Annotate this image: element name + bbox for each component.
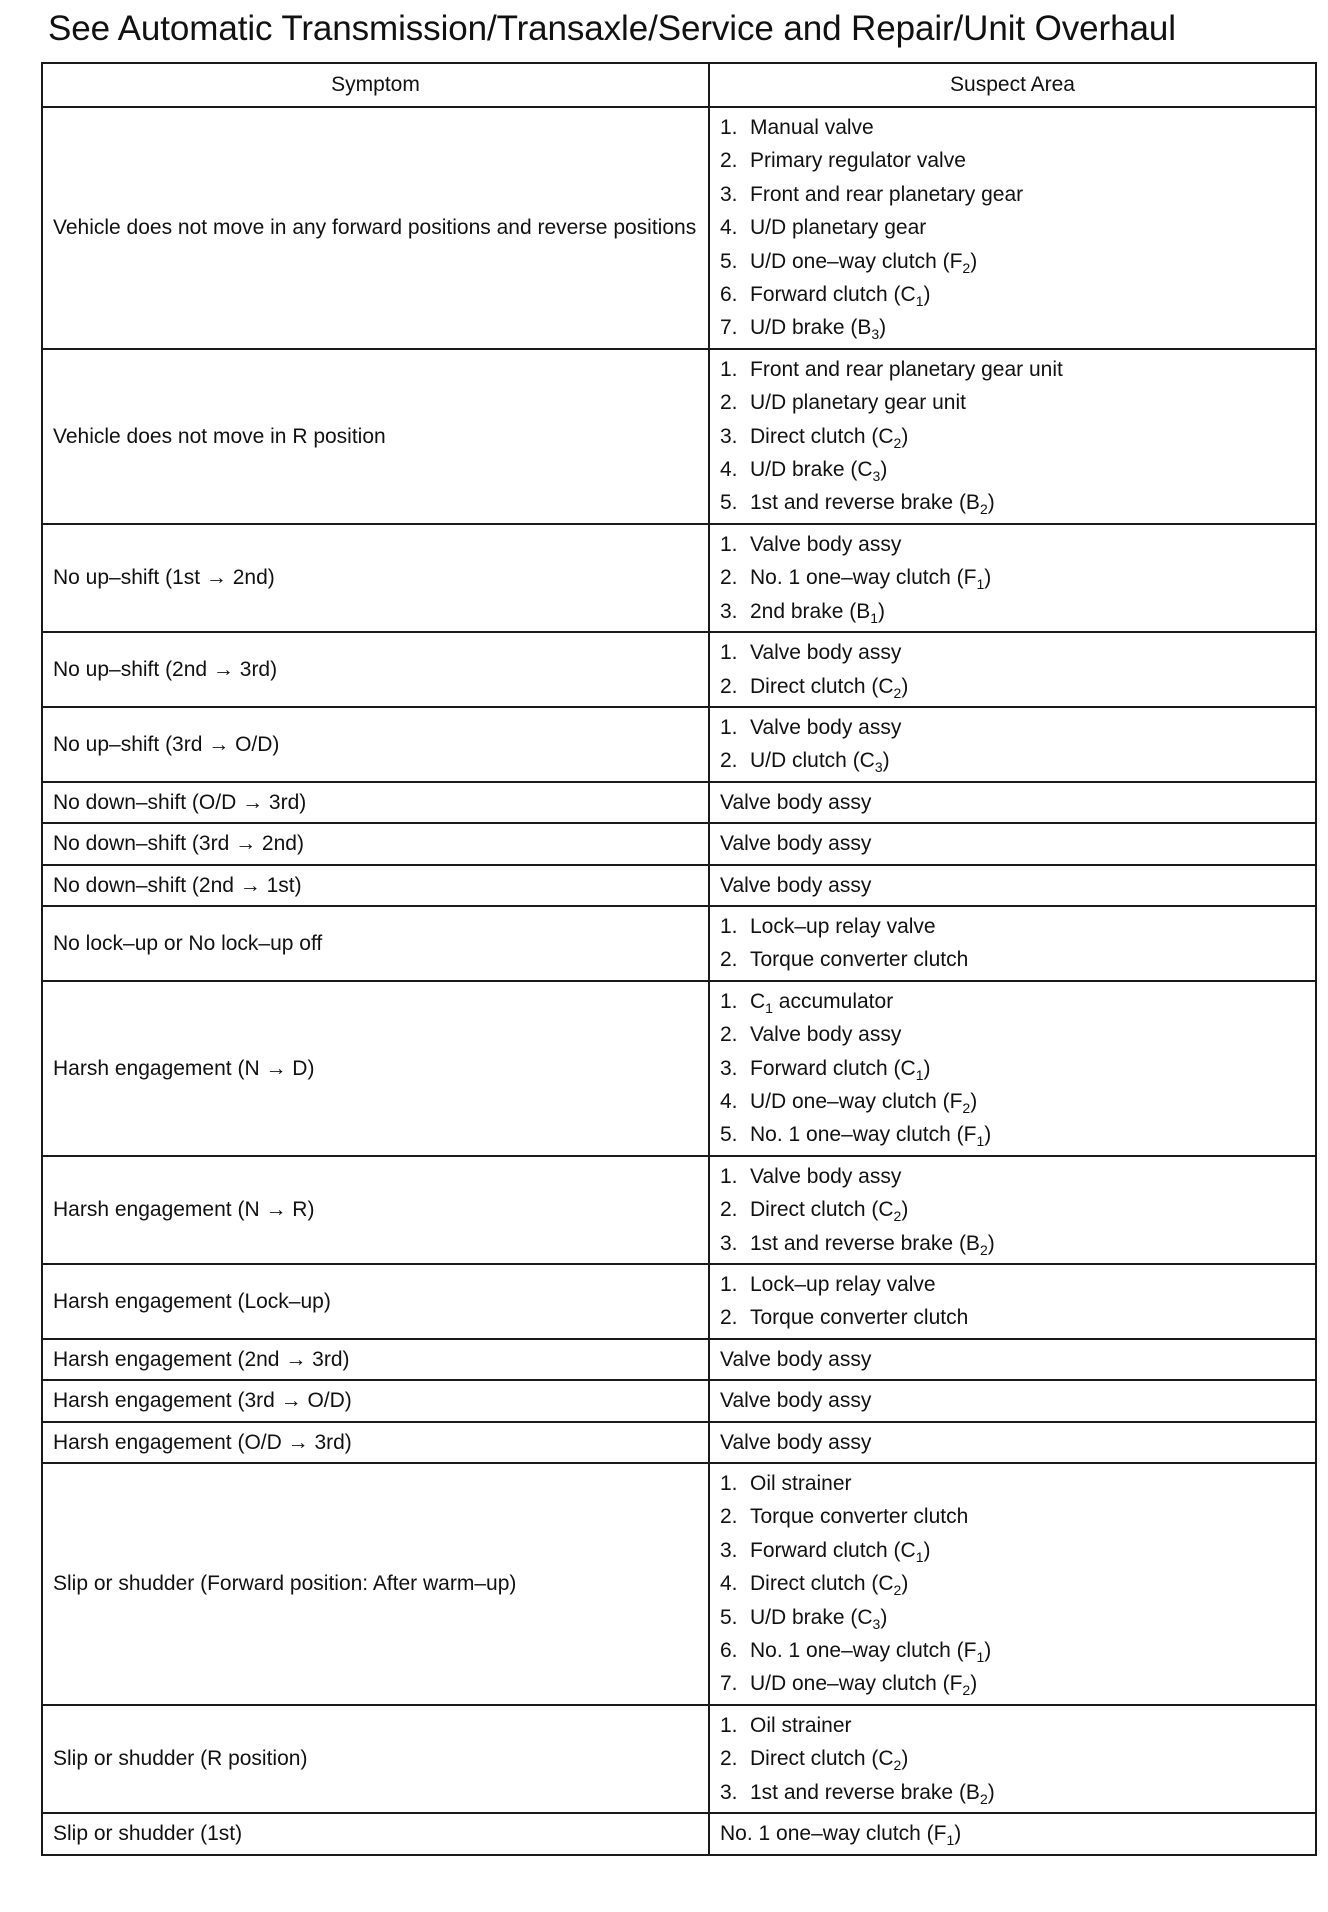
item-text: Direct clutch (C (750, 674, 894, 698)
item-subscript: 1 (976, 1649, 985, 1666)
item-body (750, 353, 1063, 386)
table-row (42, 707, 1316, 782)
suspect-area-cell (709, 707, 1316, 782)
suspect-area-cell (709, 1156, 1316, 1264)
item-subscript: 2 (893, 1757, 902, 1774)
item-text-tail: ) (880, 1605, 888, 1629)
suspect-area-list (720, 910, 1305, 977)
symptom-cell: Harsh engagement (2nd → 3rd) (42, 1339, 709, 1380)
symptom-header: Symptom (42, 63, 709, 107)
list-item (720, 985, 1305, 1018)
item-text-tail: ) (970, 1089, 978, 1113)
suspect-area-cell: Valve body assy (709, 782, 1316, 823)
item-body (750, 1268, 936, 1301)
item-subscript: 2 (893, 1582, 902, 1599)
list-item (720, 1500, 1305, 1533)
item-text: U/D brake (C (750, 1605, 873, 1629)
item-number: 2. (720, 1306, 738, 1330)
item-subscript: 2 (979, 501, 988, 518)
item-text-tail: ) (923, 1056, 931, 1080)
item-body (750, 1227, 995, 1260)
list-item (720, 1301, 1305, 1334)
suspect-area-cell (709, 1463, 1316, 1705)
item-text: 1st and reverse brake (B (750, 491, 980, 515)
item-text-tail: ) (987, 491, 995, 515)
item-subscript: 2 (893, 684, 902, 701)
table-header-row (42, 63, 1316, 107)
suspect-area-cell: Valve body assy (709, 1339, 1316, 1380)
suspect-area-cell (709, 981, 1316, 1156)
item-body (750, 1193, 908, 1226)
suspect-area-cell: Valve body assy (709, 1380, 1316, 1421)
list-item (720, 1227, 1305, 1260)
item-text: Oil strainer (750, 1713, 852, 1737)
item-body (750, 311, 886, 344)
item-number: 2. (720, 674, 738, 698)
item-number: 3. (720, 1056, 738, 1080)
item-subscript: 1 (915, 1548, 924, 1565)
symptom-cell: No down–shift (O/D → 3rd) (42, 782, 709, 823)
item-number: 1. (720, 1164, 738, 1188)
suspect-area-cell (709, 524, 1316, 632)
item-text: Valve body assy (750, 1023, 902, 1047)
item-text: Manual valve (750, 116, 874, 139)
item-number: 4. (720, 458, 738, 482)
item-subscript: 1 (870, 609, 879, 626)
symptom-cell: Harsh engagement (Lock–up) (42, 1264, 709, 1339)
item-subscript: 2 (979, 1241, 988, 1258)
list-item (720, 144, 1305, 177)
symptom-cell: Slip or shudder (R position) (42, 1705, 709, 1813)
item-number: 1. (720, 116, 738, 139)
item-number: 1. (720, 1472, 738, 1496)
table-row (42, 906, 1316, 981)
item-number: 7. (720, 316, 738, 340)
item-number: 4. (720, 216, 738, 240)
suspect-area-cell: Valve body assy (709, 1422, 1316, 1463)
item-subscript: 1 (765, 999, 773, 1016)
item-text-tail: ) (984, 1639, 992, 1663)
symptom-cell: Vehicle does not move in any forward positions and reverse positions (42, 107, 709, 349)
item-text: Front and rear planetary gear unit (750, 357, 1063, 381)
item-number: 5. (720, 249, 738, 273)
list-item (720, 420, 1305, 453)
item-number: 3. (720, 599, 738, 623)
item-text-tail: ) (987, 1780, 995, 1804)
item-body (750, 943, 968, 976)
list-item (720, 278, 1305, 311)
item-text: C (750, 989, 766, 1013)
item-number: 5. (720, 1605, 738, 1629)
item-number: 2. (720, 749, 738, 773)
item-text: Torque converter clutch (750, 948, 969, 972)
table-row (42, 1156, 1316, 1264)
item-text: Direct clutch (C (750, 1747, 894, 1771)
item-body (750, 386, 966, 419)
item-subscript: 2 (962, 1099, 971, 1116)
item-number: 2. (720, 948, 738, 972)
item-subscript: 1 (976, 576, 985, 593)
suspect-area-list (720, 1160, 1305, 1260)
list-item (720, 453, 1305, 486)
item-number: 2. (720, 149, 738, 173)
item-text: Lock–up relay valve (750, 914, 936, 938)
suspect-area-list (720, 711, 1305, 778)
item-text: Forward clutch (C (750, 1538, 916, 1562)
suspect-area-cell (709, 1264, 1316, 1339)
suspect-area-list (720, 636, 1305, 703)
item-text: No. 1 one–way clutch (F (750, 1639, 977, 1663)
symptom-cell: Slip or shudder (1st) (42, 1813, 709, 1854)
item-body (750, 1018, 901, 1051)
item-number: 3. (720, 1780, 738, 1804)
suspect-area-list (720, 985, 1305, 1152)
item-text: Oil strainer (750, 1472, 852, 1496)
item-text: Direct clutch (C (750, 424, 894, 448)
table-row (42, 1380, 1316, 1421)
item-number: 2. (720, 1747, 738, 1771)
item-number: 1. (720, 914, 738, 938)
item-text: U/D brake (B (750, 316, 872, 340)
item-text-tail: ) (954, 1822, 962, 1846)
item-text: 2nd brake (B (750, 599, 871, 623)
item-number: 3. (720, 182, 738, 206)
table-body (42, 107, 1316, 1855)
item-number: 1. (720, 1713, 738, 1737)
table-row (42, 782, 1316, 823)
item-body (750, 1118, 991, 1151)
suspect-area-list (720, 111, 1305, 345)
table-row (42, 1705, 1316, 1813)
list-item (720, 595, 1305, 628)
item-text-tail: ) (901, 1572, 909, 1596)
item-text-tail: ) (923, 283, 931, 307)
table-row (42, 1264, 1316, 1339)
item-text: Valve body assy (750, 715, 902, 739)
item-text: Torque converter clutch (750, 1505, 969, 1529)
table-row (42, 107, 1316, 349)
list-item (720, 1776, 1305, 1809)
table-row (42, 1463, 1316, 1705)
item-body (750, 420, 908, 453)
item-number: 1. (720, 357, 738, 381)
suspect-area-list (720, 528, 1305, 628)
item-body (750, 144, 966, 177)
item-body (750, 1160, 901, 1193)
item-text: 1st and reverse brake (B (750, 1780, 980, 1804)
item-text: U/D one–way clutch (F (750, 249, 963, 273)
item-text: U/D one–way clutch (F (750, 1672, 963, 1696)
item-subscript: 3 (874, 759, 883, 776)
symptom-cell: No down–shift (3rd → 2nd) (42, 823, 709, 864)
item-body (750, 1534, 931, 1567)
item-subscript: 2 (979, 1790, 988, 1807)
item-number: 3. (720, 1231, 738, 1255)
item-text: U/D clutch (C (750, 749, 875, 773)
list-item (720, 711, 1305, 744)
item-text-tail: ) (901, 1747, 909, 1771)
item-body (750, 1776, 995, 1809)
item-text: Torque converter clutch (750, 1306, 969, 1330)
symptom-cell: No down–shift (2nd → 1st) (42, 865, 709, 906)
list-item (720, 1742, 1305, 1775)
list-item (720, 245, 1305, 278)
symptom-cell: Harsh engagement (N → R) (42, 1156, 709, 1264)
item-body (750, 1709, 852, 1742)
item-number: 1. (720, 641, 738, 665)
list-item (720, 1534, 1305, 1567)
item-number: 4. (720, 1089, 738, 1113)
list-item (720, 1193, 1305, 1226)
table-row (42, 524, 1316, 632)
item-body (750, 561, 991, 594)
item-number: 3. (720, 1538, 738, 1562)
item-body (750, 1601, 887, 1634)
item-body (750, 1301, 968, 1334)
list-item (720, 1601, 1305, 1634)
item-text: Direct clutch (C (750, 1572, 894, 1596)
item-text: Lock–up relay valve (750, 1273, 936, 1296)
suspect-area-cell: Valve body assy (709, 865, 1316, 906)
list-item (720, 353, 1305, 386)
item-text-tail: ) (901, 424, 909, 448)
symptom-cell: No up–shift (3rd → O/D) (42, 707, 709, 782)
table-row (42, 865, 1316, 906)
item-number: 1. (720, 715, 738, 739)
symptom-cell: No lock–up or No lock–up off (42, 906, 709, 981)
item-body (750, 528, 901, 561)
item-text-tail: ) (882, 749, 890, 773)
item-subscript: 2 (962, 259, 971, 276)
item-text-tail: ) (901, 1198, 909, 1222)
suspect-area-list (720, 1268, 1305, 1335)
item-text: No. 1 one–way clutch (F (750, 566, 977, 590)
item-number: 1. (720, 532, 738, 556)
item-number: 1. (720, 1273, 738, 1296)
suspect-area-cell: Valve body assy (709, 823, 1316, 864)
list-item (720, 670, 1305, 703)
item-number: 5. (720, 1123, 738, 1147)
item-subscript: 3 (872, 1615, 881, 1632)
item-number: 4. (720, 1572, 738, 1596)
item-text-tail: ) (984, 1123, 992, 1147)
suspect-area-list (720, 1467, 1305, 1701)
symptom-cell: Harsh engagement (O/D → 3rd) (42, 1422, 709, 1463)
suspect-area-list (720, 353, 1305, 520)
item-body (750, 595, 885, 628)
item-number: 6. (720, 1639, 738, 1663)
item-body (750, 211, 926, 244)
item-number: 1. (720, 989, 738, 1013)
item-text-tail: accumulator (772, 989, 894, 1013)
item-text: U/D one–way clutch (F (750, 1089, 963, 1113)
symptom-cell: No up–shift (1st → 2nd) (42, 524, 709, 632)
symptom-cell: Harsh engagement (3rd → O/D) (42, 1380, 709, 1421)
item-body (750, 1467, 852, 1500)
item-number: 2. (720, 1023, 738, 1047)
item-text: Valve body assy (750, 532, 902, 556)
item-text-tail: ) (901, 674, 909, 698)
list-item (720, 311, 1305, 344)
symptom-cell: Harsh engagement (N → D) (42, 981, 709, 1156)
list-item (720, 528, 1305, 561)
item-text-tail: ) (880, 458, 888, 482)
list-item (720, 1709, 1305, 1742)
item-body (750, 910, 936, 943)
item-subscript: 1 (915, 1066, 924, 1083)
item-body (750, 1667, 977, 1700)
item-body (750, 1500, 968, 1533)
table-row (42, 1813, 1316, 1854)
item-subscript: 1 (946, 1832, 955, 1849)
list-item (720, 1085, 1305, 1118)
item-number: 7. (720, 1672, 738, 1696)
item-text: Forward clutch (C (750, 283, 916, 307)
item-text: Front and rear planetary gear (750, 182, 1024, 206)
table-row (42, 632, 1316, 707)
list-item (720, 1018, 1305, 1051)
item-text: 1st and reverse brake (B (750, 1231, 980, 1255)
list-item (720, 561, 1305, 594)
item-body (750, 453, 887, 486)
item-body (750, 245, 977, 278)
item-body (750, 486, 995, 519)
suspect-area-cell (709, 1705, 1316, 1813)
suspect-area-cell (709, 349, 1316, 524)
item-text: Valve body assy (750, 641, 902, 665)
item-body (750, 278, 931, 311)
item-text-tail: ) (984, 566, 992, 590)
item-subscript: 3 (872, 468, 881, 485)
item-body (750, 178, 1023, 211)
troubleshooting-table (41, 62, 1317, 1856)
item-text: U/D brake (C (750, 458, 873, 482)
item-body (750, 1742, 908, 1775)
suspect-area-cell (709, 632, 1316, 707)
item-number: 2. (720, 566, 738, 590)
table-row (42, 823, 1316, 864)
suspect-area-list (720, 1709, 1305, 1809)
list-item (720, 1268, 1305, 1301)
item-body (750, 711, 901, 744)
item-text-tail: ) (970, 249, 978, 273)
list-item (720, 1567, 1305, 1600)
list-item (720, 943, 1305, 976)
table-row (42, 1422, 1316, 1463)
item-number: 2. (720, 1505, 738, 1529)
item-subscript: 1 (915, 293, 924, 310)
item-subscript: 2 (893, 434, 902, 451)
table-row (42, 981, 1316, 1156)
suspect-area-cell (709, 1813, 1316, 1854)
item-body (750, 636, 901, 669)
item-text-tail: ) (878, 599, 886, 623)
item-text: Direct clutch (C (750, 1198, 894, 1222)
item-subscript: 1 (976, 1133, 985, 1150)
item-text-tail: ) (879, 316, 887, 340)
list-item (720, 744, 1305, 777)
item-text-tail: ) (970, 1672, 978, 1696)
symptom-cell: Vehicle does not move in R position (42, 349, 709, 524)
item-body (750, 1634, 991, 1667)
item-body (750, 985, 893, 1018)
item-number: 2. (720, 1198, 738, 1222)
suspect-area-cell (709, 906, 1316, 981)
list-item (720, 486, 1305, 519)
list-item (720, 1160, 1305, 1193)
item-text: U/D planetary gear (750, 216, 927, 240)
list-item (720, 211, 1305, 244)
item-number: 2. (720, 391, 738, 415)
list-item (720, 1118, 1305, 1151)
item-text: Forward clutch (C (750, 1056, 916, 1080)
list-item (720, 178, 1305, 211)
symptom-cell: Slip or shudder (Forward position: After warm–up) (42, 1463, 709, 1705)
item-number: 5. (720, 491, 738, 515)
list-item (720, 636, 1305, 669)
table-row (42, 349, 1316, 524)
item-subscript: 3 (871, 326, 880, 343)
item-text-tail: ) (923, 1538, 931, 1562)
list-item (720, 1467, 1305, 1500)
item-text-tail: ) (987, 1231, 995, 1255)
item-number: 3. (720, 424, 738, 448)
item-body (750, 670, 908, 703)
item-body (750, 1567, 908, 1600)
list-item (720, 1052, 1305, 1085)
symptom-cell: No up–shift (2nd → 3rd) (42, 632, 709, 707)
item-text: No. 1 one–way clutch (F (750, 1123, 977, 1147)
item-body (750, 1052, 931, 1085)
list-item (720, 1634, 1305, 1667)
page-title: See Automatic Transmission/Transaxle/Service and Repair/Unit Overhaul (48, 9, 1176, 48)
list-item (720, 910, 1305, 943)
item-text: Valve body assy (750, 1164, 902, 1188)
list-item (720, 111, 1305, 144)
suspect-area-cell (709, 107, 1316, 349)
item-body (750, 1085, 977, 1118)
list-item (720, 386, 1305, 419)
item-text: Primary regulator valve (750, 149, 966, 173)
item-body (750, 744, 890, 777)
item-subscript: 2 (893, 1208, 902, 1225)
item-subscript: 2 (962, 1682, 971, 1699)
item-number: 6. (720, 283, 738, 307)
item-text: U/D planetary gear unit (750, 391, 966, 415)
table-row (42, 1339, 1316, 1380)
suspect-area-header: Suspect Area (709, 63, 1316, 107)
item-body (750, 111, 874, 144)
item-text: No. 1 one–way clutch (F (720, 1822, 947, 1846)
list-item (720, 1667, 1305, 1700)
